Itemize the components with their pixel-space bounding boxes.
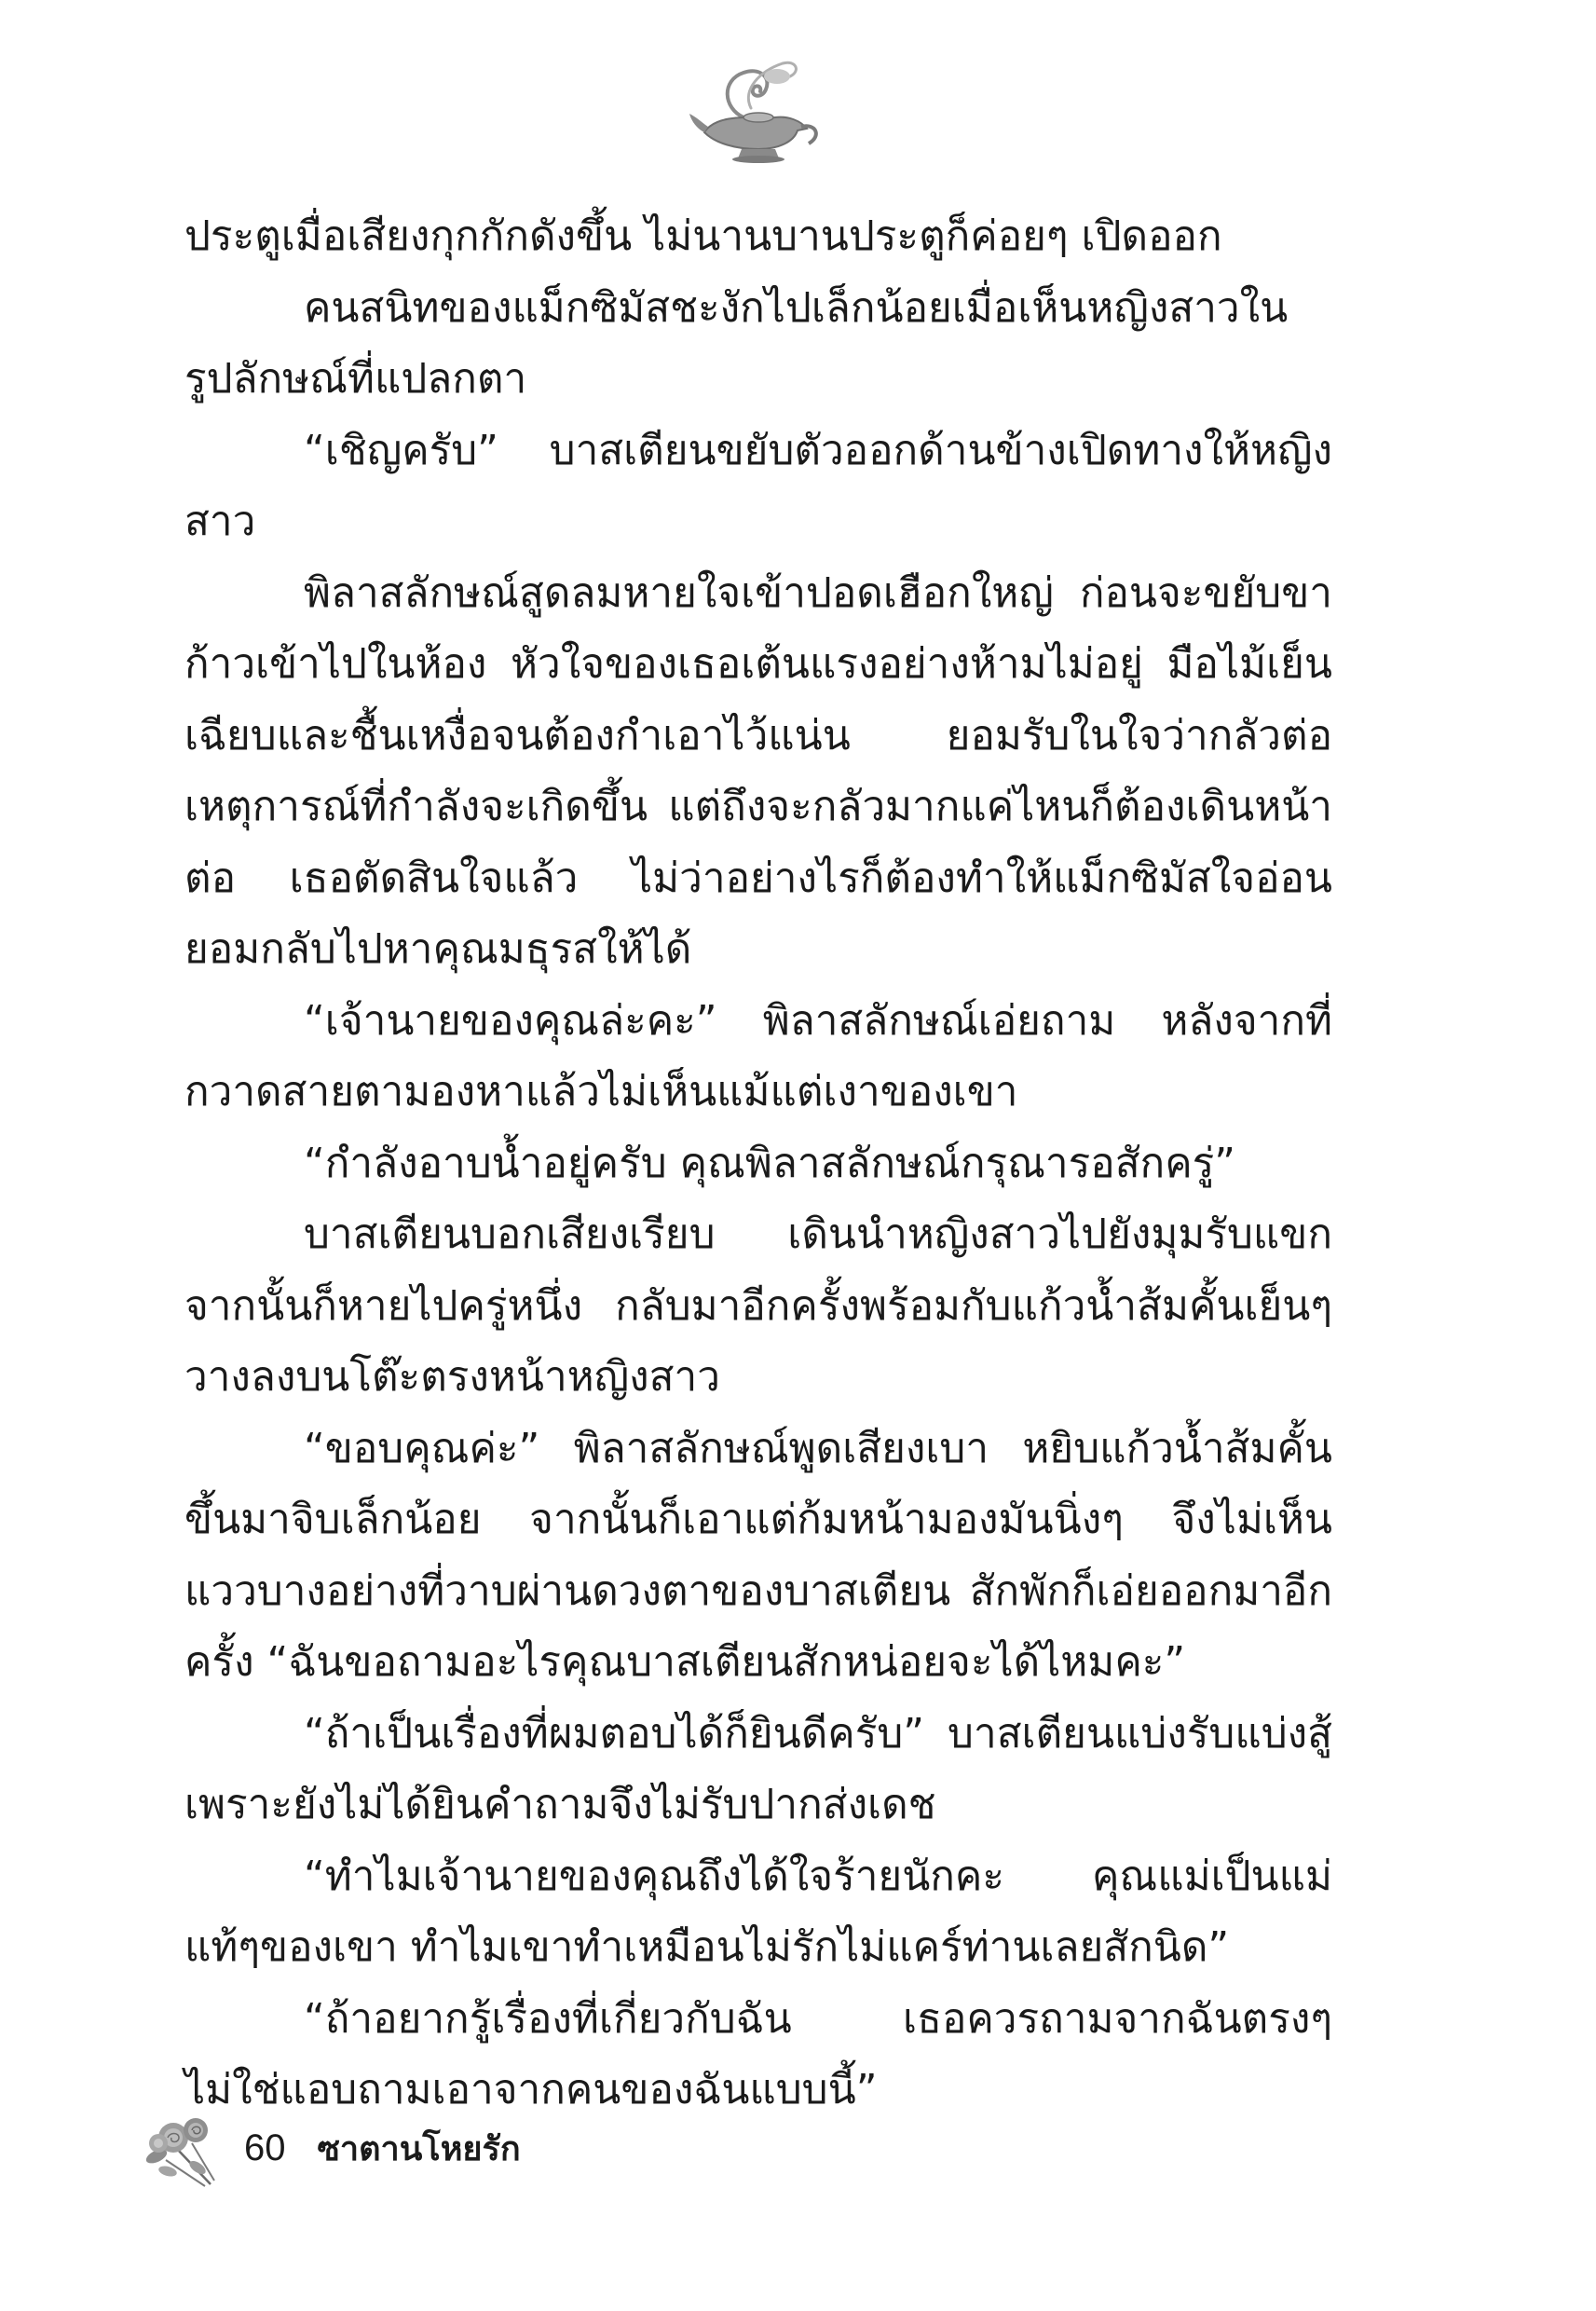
paragraph: “เชิญครับ” บาสเตียนขยับตัวออกด้านข้างเปิดทางให้หญิงสาว — [184, 426, 1332, 545]
paragraph: “ทำไมเจ้านายของคุณถึงได้ใจร้ายนักคะ คุณแม่เป็นแม่แท้ๆของเขา ทำไมเขาทำเหมือนไม่รักไม่แคร์ท่านเลยสักนิด” — [184, 1852, 1332, 1971]
genie-lamp-icon — [686, 52, 825, 164]
rose-bouquet-icon — [140, 2106, 233, 2190]
paragraph: ประตูเมื่อเสียงกุกกักดังขึ้น ไม่นานบานประตูก็ค่อยๆ เปิดออก — [184, 212, 1222, 260]
paragraph: “ถ้าอยากรู้เรื่องที่เกี่ยวกับฉัน เธอควรถามจากฉันตรงๆ ไม่ใช่แอบถามเอาจากคนของฉันแบบนี้” — [184, 1994, 1332, 2113]
paragraph: พิลาสลักษณ์สูดลมหายใจเข้าปอดเฮือกใหญ่ ก่อนจะขยับขาก้าวเข้าไปในห้อง หัวใจของเธอเต้นแรงอย่างห้ามไม่อยู่ มือไม้เย็นเฉียบและชื้นเหงื่อจนต้องกำเอาไว้แน่น ยอมรับในใจว่ากลัวต่อเหตุการณ์ที่กำลังจะเกิดขึ้น แต่ถึงจะกลัวมากแค่ไหนก็ต้องเดินหน้าต่อ เธอตัดสินใจแล้ว ไม่ว่าอย่างไรก็ต้องทำให้แม็กซิมัสใจอ่อน ยอมกลับไปหาคุณมธุรสให้ได้ — [184, 568, 1332, 973]
paragraph: บาสเตียนบอกเสียงเรียบ เดินนำหญิงสาวไปยังมุมรับแขกจากนั้นก็หายไปครู่หนึ่ง กลับมาอีกครั้งพร้อมกับแก้วน้ำส้มคั้นเย็นๆวางลงบนโต๊ะตรงหน้าหญิงสาว — [184, 1210, 1332, 1401]
paragraph: “เจ้านายของคุณล่ะคะ” พิลาสลักษณ์เอ่ยถาม หลังจากที่กวาดสายตามองหาแล้วไม่เห็นแม้แต่เงาของเขา — [184, 996, 1332, 1115]
page-footer — [140, 2106, 521, 2190]
paragraph: “ถ้าเป็นเรื่องที่ผมตอบได้ก็ยินดีครับ” บาสเตียนแบ่งรับแบ่งสู้เพราะยังไม่ได้ยินคำถามจึงไม่รับปากส่งเดช — [184, 1709, 1332, 1828]
page-number: 60 — [244, 2126, 286, 2168]
page-body — [184, 201, 1332, 2126]
book-title: ซาตานโหยรัก — [317, 2129, 521, 2168]
paragraph: “กำลังอาบน้ำอยู่ครับ คุณพิลาสลักษณ์กรุณารอสักครู่” — [304, 1139, 1236, 1187]
paragraph: คนสนิทของแม็กซิมัสชะงักไปเล็กน้อยเมื่อเห็นหญิงสาวในรูปลักษณ์ที่แปลกตา — [184, 283, 1289, 403]
paragraph: “ขอบคุณค่ะ” พิลาสลักษณ์พูดเสียงเบา หยิบแก้วน้ำส้มคั้นขึ้นมาจิบเล็กน้อย จากนั้นก็เอาแต่ก้มหน้ามองมันนิ่งๆ จึงไม่เห็นแววบางอย่างที่วาบผ่านดวงตาของบาสเตียน สักพักก็เอ่ยออกมาอีกครั้ง “ฉันขอถามอะไรคุณบาสเตียนสักหน่อยจะได้ไหมคะ” — [184, 1424, 1332, 1686]
